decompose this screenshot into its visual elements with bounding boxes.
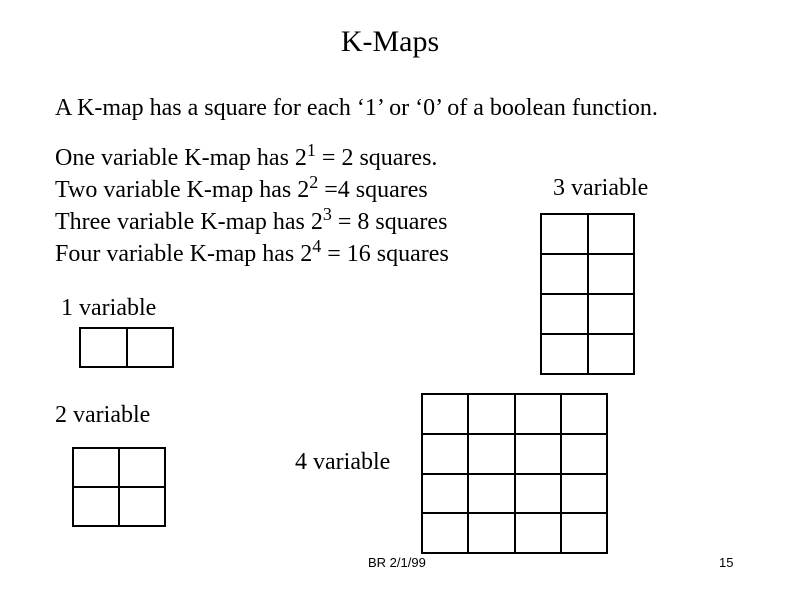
squares-line-text: Three variable K-map has 2	[55, 209, 323, 235]
squares-line-one	[55, 142, 449, 174]
footer-date: BR 2/1/99	[368, 555, 426, 570]
kmap-cell	[560, 393, 606, 433]
kmap-cell	[421, 473, 467, 513]
kmap-1-variable-label: 1 variable	[61, 295, 157, 321]
page-number: 15	[719, 555, 734, 570]
kmap-cell	[467, 433, 513, 473]
exponent: 2	[309, 172, 319, 192]
kmap-cell	[514, 433, 560, 473]
kmap-cell	[467, 512, 513, 552]
squares-line-result: = 2 squares.	[315, 145, 438, 171]
squares-line-two	[55, 174, 449, 206]
exponent: 3	[322, 204, 332, 224]
intro-text: A K-map has a square for each ‘1’ or ‘0’ of a boolean function.	[55, 95, 658, 121]
slide-title: K-Maps	[340, 25, 440, 58]
kmap-cell	[514, 393, 560, 433]
kmap-cell	[72, 447, 118, 486]
kmap-2-variable-label: 2 variable	[55, 402, 151, 428]
kmap-cell	[118, 447, 164, 486]
kmap-cell	[467, 393, 513, 433]
squares-line-three	[55, 206, 449, 238]
kmap-cell	[587, 333, 634, 373]
kmap-cell	[514, 473, 560, 513]
exponent: 4	[312, 236, 322, 256]
squares-line-text: One variable K-map has 2	[55, 145, 307, 171]
squares-line-text: Four variable K-map has 2	[55, 241, 313, 267]
squares-line-result: =4 squares	[318, 177, 428, 203]
kmap-cell	[587, 253, 634, 293]
kmap-1-variable-grid	[79, 327, 174, 368]
kmap-cell	[587, 213, 634, 253]
kmap-cell	[540, 333, 587, 373]
kmap-cell	[421, 393, 467, 433]
squares-line-result: = 16 squares	[321, 241, 449, 267]
kmap-cell	[587, 293, 634, 333]
kmap-2-variable-grid	[72, 447, 166, 527]
kmap-cell	[467, 473, 513, 513]
squares-list	[55, 142, 449, 270]
kmap-cell	[540, 253, 587, 293]
kmap-cell	[540, 213, 587, 253]
squares-line-four	[55, 238, 449, 270]
exponent: 1	[306, 140, 316, 160]
kmap-cell	[560, 433, 606, 473]
kmap-4-variable-grid	[421, 393, 608, 554]
kmap-cell	[126, 327, 173, 366]
kmap-3-variable-label: 3 variable	[553, 175, 649, 201]
kmap-cell	[79, 327, 126, 366]
kmap-4-variable-label: 4 variable	[295, 449, 391, 475]
squares-line-result: = 8 squares	[331, 209, 448, 235]
kmap-cell	[560, 473, 606, 513]
kmap-cell	[560, 512, 606, 552]
kmap-cell	[540, 293, 587, 333]
kmap-3-variable-grid	[540, 213, 635, 375]
kmap-cell	[421, 433, 467, 473]
kmap-cell	[118, 486, 164, 525]
kmap-cell	[514, 512, 560, 552]
kmap-cell	[421, 512, 467, 552]
squares-line-text: Two variable K-map has 2	[55, 177, 310, 203]
kmap-cell	[72, 486, 118, 525]
